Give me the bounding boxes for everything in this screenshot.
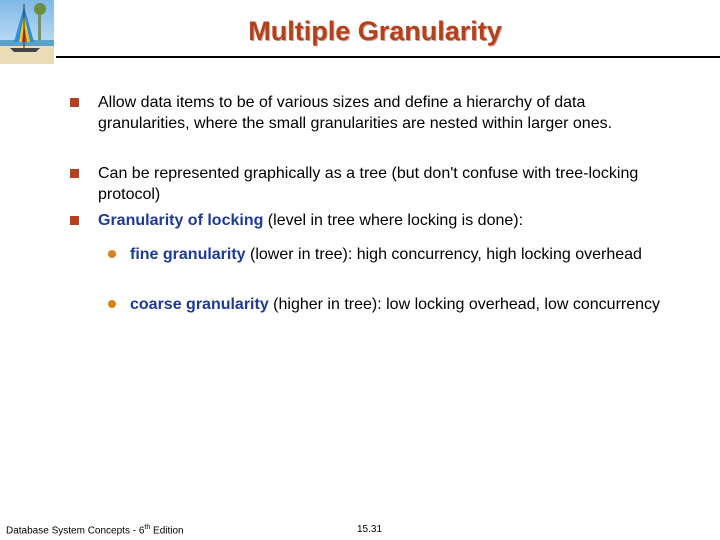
footer-book-prefix: Database System Concepts - 6: [6, 525, 145, 537]
title-divider: [56, 56, 720, 58]
sub-bullet-1-rest: (lower in tree): high concurrency, high locking overhead: [245, 246, 642, 263]
bullet-3-rest: (level in tree where locking is done):: [263, 212, 524, 229]
footer-page-number: 15.31: [357, 524, 383, 535]
slide-title: Multiple Granularity: [248, 16, 502, 46]
sub-bullet-1-term: fine granularity: [130, 246, 246, 263]
sub-bullet-marker: [108, 300, 116, 308]
bullet-3: [98, 210, 658, 231]
sub-bullet-1: [130, 244, 670, 265]
sub-bullet-2: [130, 294, 670, 315]
bullet-2-text: Can be represented graphically as a tree (but don't confuse with tree-locking protocol): [98, 165, 639, 203]
footer-book-sup: th: [144, 524, 151, 531]
bullet-marker: [70, 169, 79, 178]
bullet-1: [98, 92, 658, 134]
bullet-2: [98, 163, 658, 205]
footer-book-suffix: Edition: [150, 525, 184, 537]
sub-bullet-marker: [108, 250, 116, 258]
footer-book: [6, 524, 184, 536]
bullet-marker: [70, 216, 79, 225]
bullet-marker: [70, 98, 79, 107]
sub-bullet-2-rest: (higher in tree): low locking overhead, low concurrency: [273, 296, 661, 313]
sub-bullet-2-term: coarse granularity: [130, 296, 274, 313]
bullet-3-term: Granularity of locking: [98, 212, 264, 229]
title-bar: [0, 0, 720, 64]
bullet-1-text: Allow data items to be of various sizes and define a hierarchy of data granularities, where the small granularities are nested within larger ones.: [98, 94, 613, 132]
